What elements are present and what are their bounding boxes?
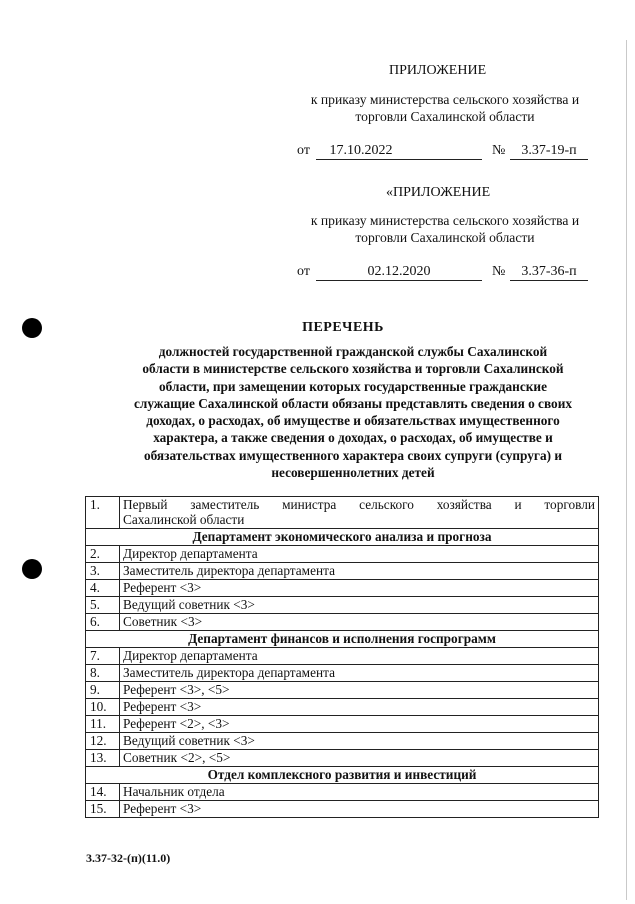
scan-edge-line [626,40,627,900]
position-name: Заместитель директора департамента [120,563,599,580]
row-number: 7. [86,648,120,665]
position-name: Ведущий советник <3> [120,733,599,750]
description-line: области, при замещении которых государственные гражданские [159,378,547,394]
department-name: Департамент финансов и исполнения госпрограмм [86,631,599,648]
positions-table [85,496,599,818]
punch-hole-mark [22,318,42,338]
row-number: 12. [86,733,120,750]
position-name: Советник <2>, <5> [120,750,599,767]
document-heading: ПЕРЕЧЕНЬ [302,320,384,335]
position-name: Начальник отдела [120,784,599,801]
description-line: служащие Сахалинской области обязаны представлять сведения о своих [133,395,573,411]
table-row [86,784,599,801]
position-name: Директор департамента [120,546,599,563]
document-description [110,343,596,481]
position-name: Ведущий советник <3> [120,597,599,614]
appendix-subtitle [290,91,600,125]
description-line: доходах, о расходах, об имуществе и обязательствах имущественного [146,413,560,429]
description-line: области в министерстве сельского хозяйства и торговли Сахалинской [142,361,564,377]
row-number: 9. [86,682,120,699]
row-number: 1. [86,497,120,529]
table-row [86,665,599,682]
row-number: 5. [86,597,120,614]
appendix-line-2: торговли Сахалинской области [355,230,535,245]
table-row [86,699,599,716]
table-row [86,614,599,631]
position-name: Референт <2>, <3> [120,716,599,733]
row-number: 2. [86,546,120,563]
row-number: 10. [86,699,120,716]
position-name: Советник <3> [120,614,599,631]
position-name: Референт <3> [120,699,599,716]
table-row [86,750,599,767]
position-name: Заместитель директора департамента [120,665,599,682]
description-line: обязательствах имущественного характера своих супруги (супруга) и [143,447,563,463]
appendix-line-2: торговли Сахалинской области [355,109,535,124]
date-prefix: от [297,264,310,279]
row-number: 14. [86,784,120,801]
position-name: Референт <3> [120,580,599,597]
appendix-title-quoted: «ПРИЛОЖЕНИЕ [386,185,491,200]
appendix-line-1: к приказу министерства сельского хозяйства и [310,213,580,228]
position-name [120,497,599,529]
order-number: 3.37-19-п [510,143,588,160]
department-name: Отдел комплексного развития и инвестиций [86,767,599,784]
row-number: 6. [86,614,120,631]
position-name: Директор департамента [120,648,599,665]
table-row [86,801,599,818]
order-date: 17.10.2022 [316,143,482,160]
appendix-title: ПРИЛОЖЕНИЕ [389,63,487,78]
table-row [86,580,599,597]
position-name: Референт <3> [120,801,599,818]
department-name: Департамент экономического анализа и прогноза [86,529,599,546]
date-prefix: от [297,143,310,158]
description-line: должностей государственной гражданской службы Сахалинской [158,344,548,359]
row-number: 3. [86,563,120,580]
row-number: 15. [86,801,120,818]
table-row [86,682,599,699]
description-line: несовершеннолетних детей [271,465,435,481]
table-row [86,497,599,529]
row-number: 13. [86,750,120,767]
punch-hole-mark [22,559,42,579]
row-number: 8. [86,665,120,682]
table-row [86,563,599,580]
row-number: 11. [86,716,120,733]
appendix-subtitle [290,212,600,246]
table-row [86,648,599,665]
department-row [86,767,599,784]
position-name-line: Первый заместитель министра сельского хозяйства и торговли [123,497,595,512]
appendix-line-1: к приказу министерства сельского хозяйства и [310,92,580,107]
number-sign: № [492,143,506,158]
position-name: Референт <3>, <5> [120,682,599,699]
table-row [86,597,599,614]
order-date: 02.12.2020 [316,264,482,281]
table-row [86,733,599,750]
department-row [86,529,599,546]
table-row [86,546,599,563]
position-name-line: Сахалинской области [123,512,245,527]
order-number: 3.37-36-п [510,264,588,281]
department-row [86,631,599,648]
table-row [86,716,599,733]
row-number: 4. [86,580,120,597]
document-code: 3.37-32-(п)(11.0) [86,851,171,865]
description-line: характера, а также сведения о доходах, о расходах, об имуществе и [153,430,553,446]
number-sign: № [492,264,506,279]
